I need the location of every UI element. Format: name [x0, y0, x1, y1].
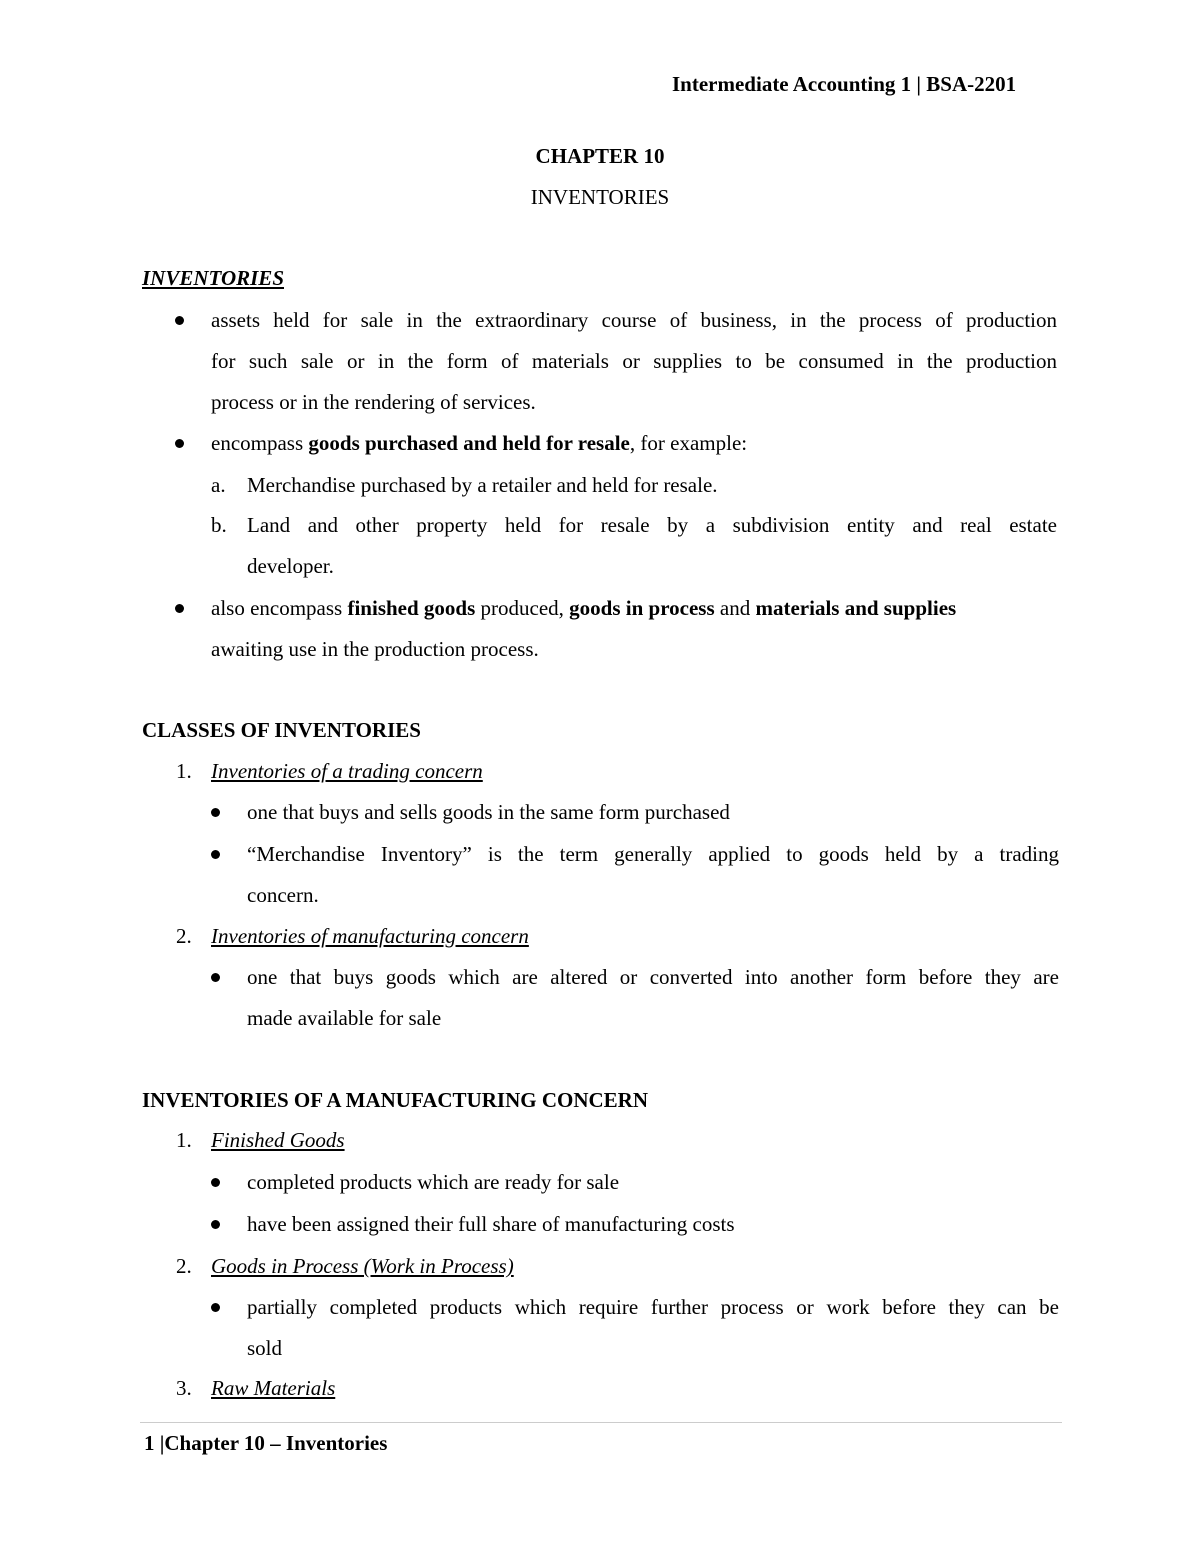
list-number: 2. [176, 924, 192, 948]
bullet-icon [175, 439, 184, 448]
manufacturing-desc-line-2: made available for sale [247, 1006, 442, 1030]
trading-desc-2-line-1: “Merchandise Inventory” is the term generally applied to goods held by a trading [247, 844, 1059, 866]
type-title-raw-materials: Raw Materials [211, 1376, 336, 1400]
example-a: Merchandise purchased by a retailer and held for resale. [247, 473, 718, 497]
definition-line-2: for such sale or in the form of materials or supplies to be consumed in the production [211, 351, 1057, 373]
bullet-icon [211, 850, 220, 859]
definition-line-3: process or in the rendering of services. [211, 390, 536, 414]
chapter-number: CHAPTER 10 [535, 144, 665, 168]
text: and [714, 596, 756, 620]
text: , for example: [629, 431, 748, 455]
list-number: 2. [176, 1254, 192, 1278]
class-title-manufacturing: Inventories of manufacturing concern [211, 924, 529, 948]
type-title-goods-in-process: Goods in Process (Work in Process) [211, 1254, 514, 1278]
bold-text: materials and supplies [755, 596, 957, 620]
manufacturing-desc-line-1: one that buys goods which are altered or converted into another form before they are [247, 967, 1059, 989]
section-heading-manufacturing-concern: INVENTORIES OF A MANUFACTURING CONCERN [142, 1088, 648, 1112]
bullet-icon [175, 316, 184, 325]
finished-goods-desc-1: completed products which are ready for sale [247, 1170, 620, 1194]
bold-text: finished goods [347, 596, 476, 620]
example-b-line-1: Land and other property held for resale by a subdivision entity and real estate [247, 515, 1057, 537]
encompass-line [211, 433, 747, 454]
bullet-icon [211, 808, 220, 817]
list-number: 1. [176, 759, 192, 783]
section-heading-inventories: INVENTORIES [142, 266, 284, 290]
bold-text: goods in process [569, 596, 715, 620]
finished-goods-desc-2: have been assigned their full share of manufacturing costs [247, 1212, 735, 1236]
definition-line-1: assets held for sale in the extraordinary course of business, in the process of production [211, 310, 1057, 332]
list-marker-b: b. [211, 513, 227, 537]
text: produced, [475, 596, 570, 620]
type-title-finished-goods: Finished Goods [211, 1128, 345, 1152]
running-header: Intermediate Accounting 1 | BSA-2201 [672, 72, 1017, 96]
footer-divider [140, 1422, 1062, 1423]
bullet-icon [211, 1178, 220, 1187]
list-number: 3. [176, 1376, 192, 1400]
section-heading-classes: CLASSES OF INVENTORIES [142, 718, 421, 742]
trading-desc-2-line-2: concern. [247, 883, 319, 907]
also-encompass-line [211, 598, 956, 619]
trading-desc-1: one that buys and sells goods in the same form purchased [247, 800, 730, 824]
also-encompass-line-2: awaiting use in the production process. [211, 637, 539, 661]
example-b-line-2: developer. [247, 554, 334, 578]
bullet-icon [211, 973, 220, 982]
bullet-icon [211, 1303, 220, 1312]
text: also encompass [211, 596, 348, 620]
chapter-title: INVENTORIES [530, 185, 670, 209]
goods-in-process-desc-line-2: sold [247, 1336, 283, 1360]
list-number: 1. [176, 1128, 192, 1152]
list-marker-a: a. [211, 473, 226, 497]
goods-in-process-desc-line-1: partially completed products which require further process or work before they can be [247, 1297, 1059, 1319]
text: encompass [211, 431, 309, 455]
class-title-trading: Inventories of a trading concern [211, 759, 483, 783]
page-footer: 1 |Chapter 10 – Inventories [144, 1431, 388, 1455]
bold-text: goods purchased and held for resale [308, 431, 630, 455]
bullet-icon [211, 1220, 220, 1229]
bullet-icon [175, 604, 184, 613]
